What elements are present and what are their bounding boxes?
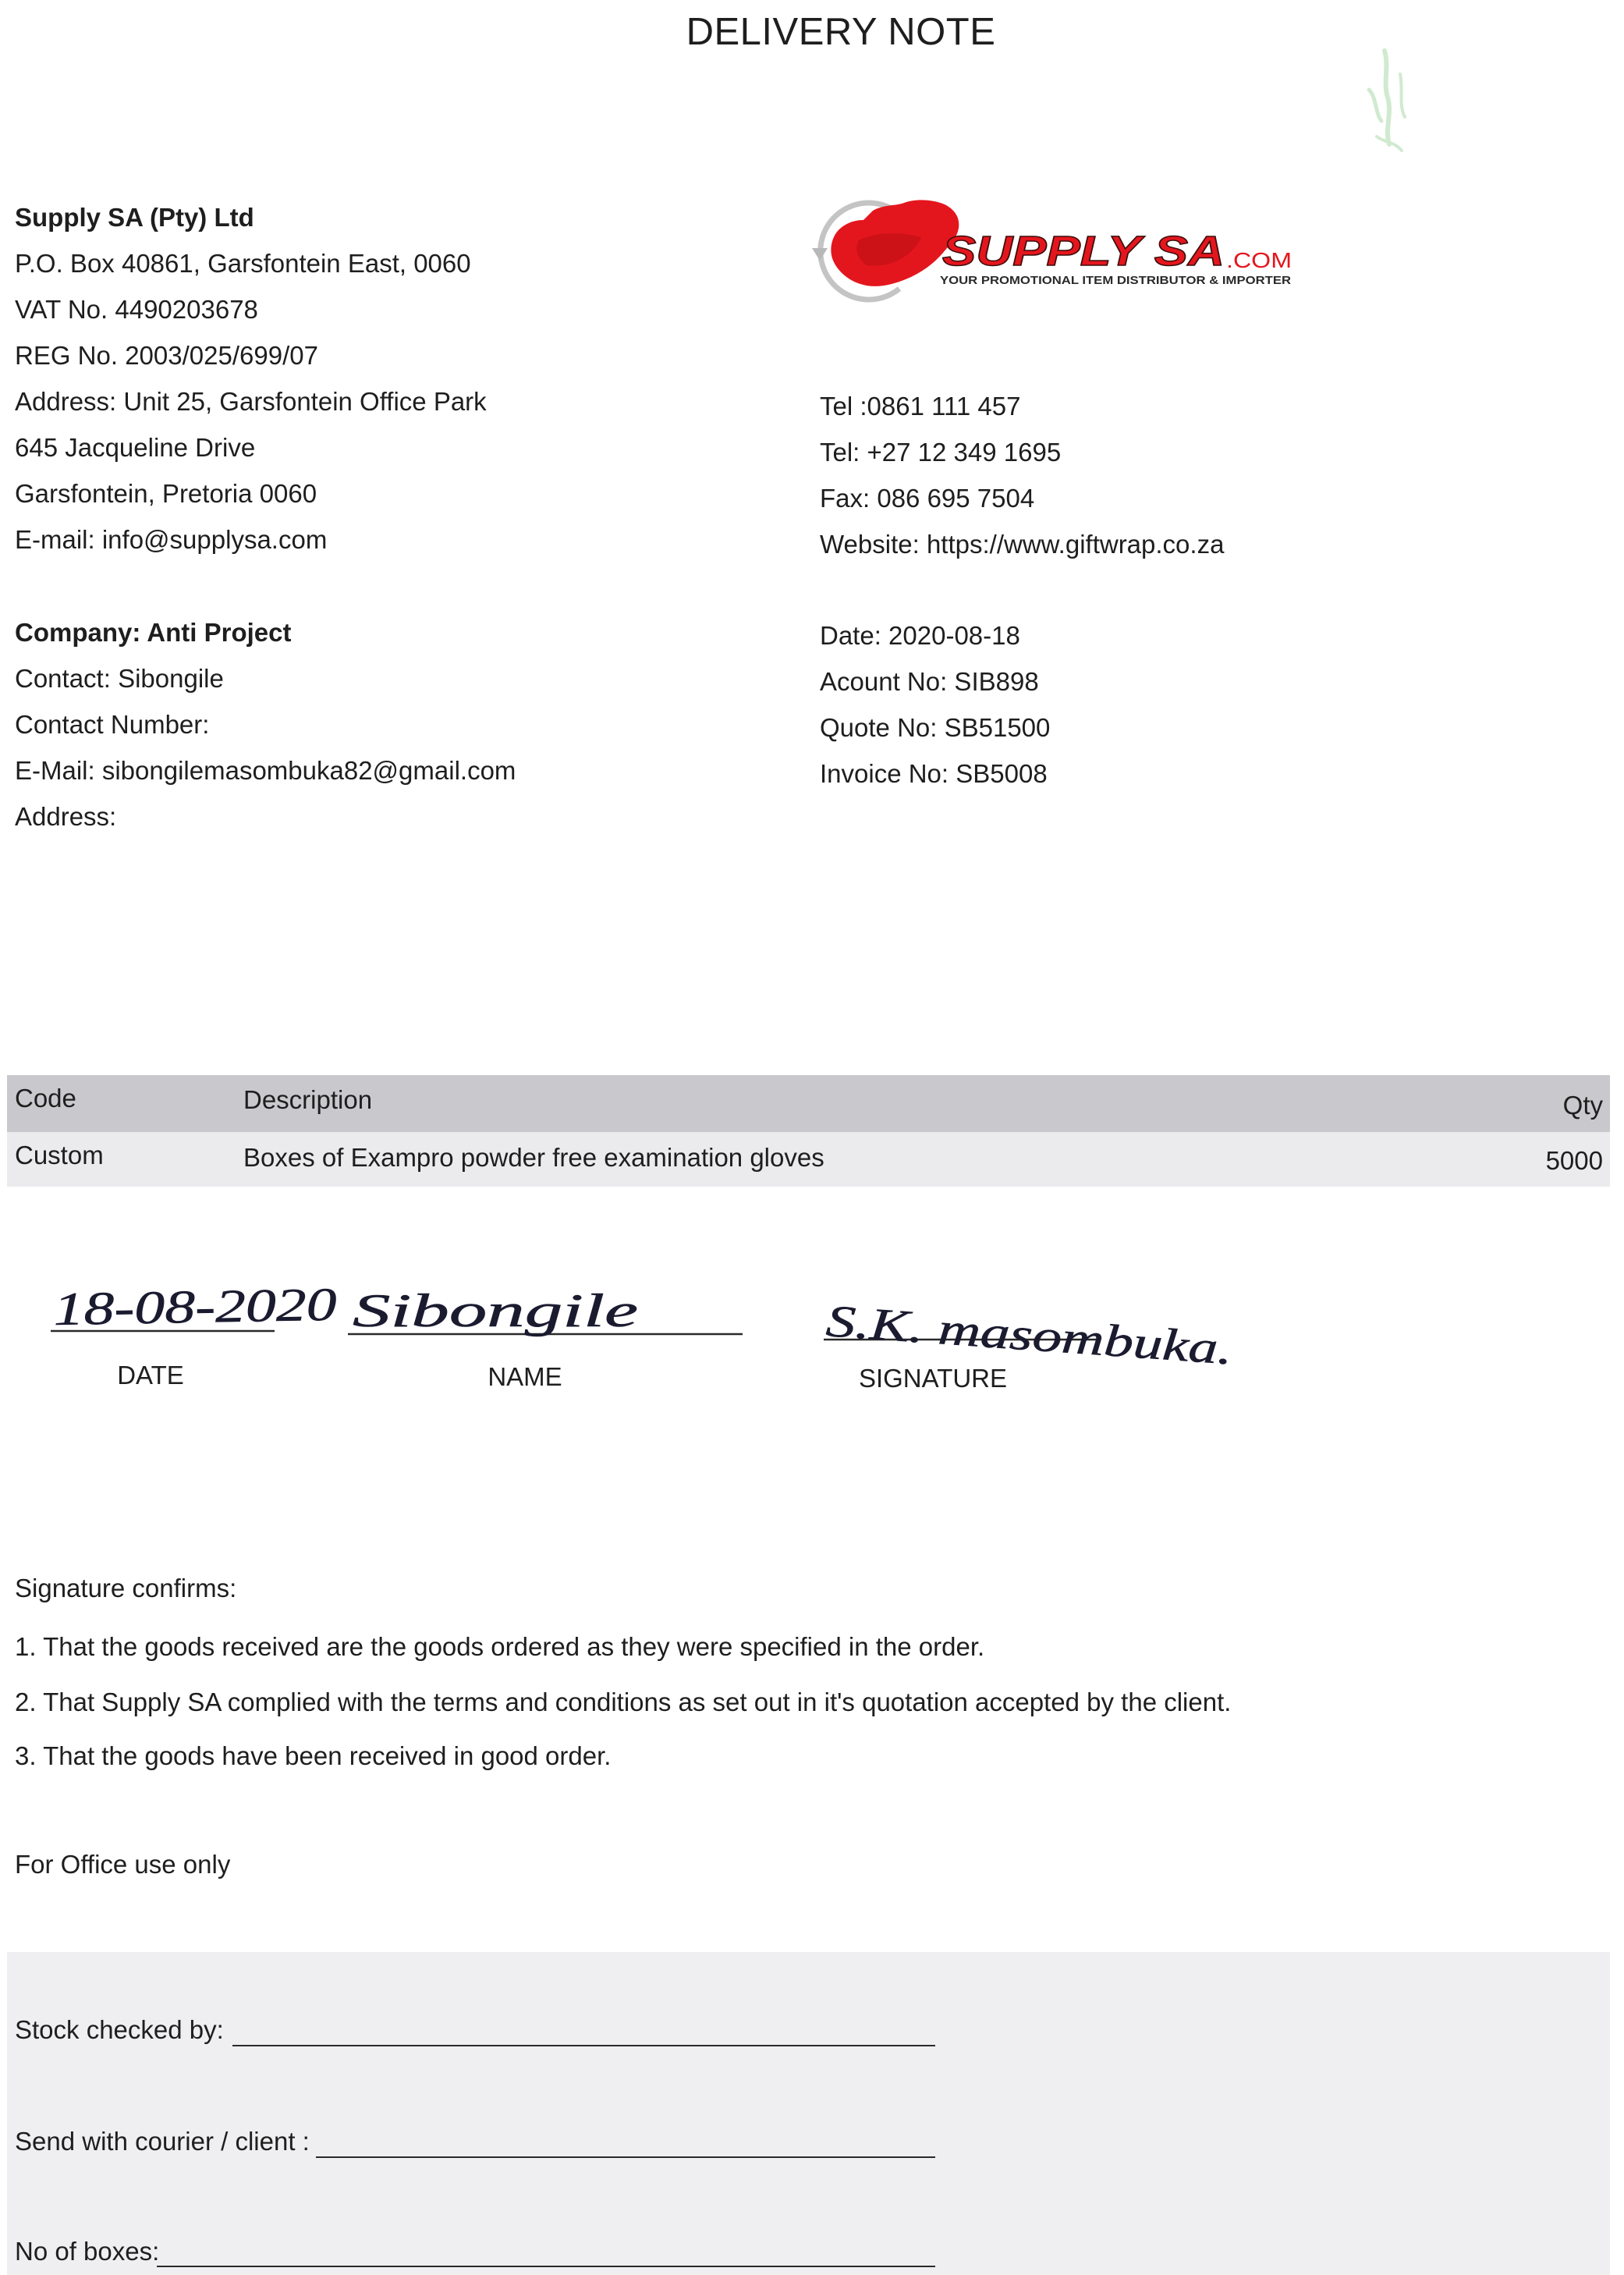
supplier-address-line2: 645 Jacqueline Drive [15, 433, 256, 462]
row-code: Custom [15, 1141, 104, 1169]
supplier-address-line1: Address: Unit 25, Garsfontein Office Park [15, 387, 487, 416]
supplier-po-box: P.O. Box 40861, Garsfontein East, 0060 [15, 249, 471, 278]
supplier-name: Supply SA (Pty) Ltd [15, 203, 254, 232]
telephone-2: Tel: +27 12 349 1695 [820, 438, 1062, 467]
header-code: Code [15, 1084, 76, 1113]
office-use-section [7, 1952, 1610, 2275]
client-contact-number: Contact Number: [15, 710, 210, 739]
signature-label: SIGNATURE [858, 1364, 1008, 1393]
confirmation-item-1: 1. That the goods received are the goods ordered as they were specified in the order. [15, 1632, 985, 1661]
row-description: Boxes of Exampro powder free examination gloves [243, 1143, 824, 1172]
handwritten-signature: S.K. masombuka. [824, 1295, 1142, 1368]
supplier-details [15, 194, 487, 563]
courier-client-line [316, 2156, 935, 2158]
document-title: DELIVERY NOTE [686, 11, 996, 53]
stock-checked-label: Stock checked by: [15, 2015, 224, 2044]
header-qty: Qty [1562, 1091, 1603, 1120]
supply-sa-logo [812, 193, 1296, 311]
website: Website: https://www.giftwrap.co.za [820, 530, 1225, 559]
stock-checked-line [232, 2045, 935, 2046]
date-label: DATE [117, 1361, 184, 1389]
client-company: Company: Anti Project [15, 618, 292, 647]
number-of-boxes-label: No of boxes: [15, 2237, 160, 2266]
invoice-number: Invoice No: SB5008 [820, 759, 1048, 788]
items-table [7, 1075, 1610, 1187]
client-address: Address: [15, 802, 117, 831]
number-of-boxes-line [157, 2266, 935, 2267]
handwritten-name: Sibongile [353, 1285, 638, 1336]
telephone-1: Tel :0861 111 457 [820, 392, 1021, 421]
handwritten-date: 18-08-2020 [53, 1279, 273, 1335]
row-qty: 5000 [1545, 1146, 1603, 1175]
confirmation-item-3: 3. That the goods have been received in good order. [15, 1741, 612, 1770]
confirmation-heading: Signature confirms: [15, 1574, 237, 1602]
document-references [820, 612, 1050, 797]
supplier-vat: VAT No. 4490203678 [15, 295, 258, 324]
supplier-email: E-mail: info@supplysa.com [15, 525, 328, 554]
account-number: Acount No: SIB898 [820, 667, 1039, 696]
table-header-row [7, 1075, 1610, 1132]
client-details [15, 609, 516, 839]
quote-number: Quote No: SB51500 [820, 713, 1051, 742]
client-contact: Contact: Sibongile [15, 664, 224, 693]
arrowhead-icon [812, 248, 828, 261]
client-email: E-Mail: sibongilemasombuka82@gmail.com [15, 756, 516, 785]
office-use-heading: For Office use only [15, 1850, 231, 1879]
supplier-reg: REG No. 2003/025/699/07 [15, 341, 318, 370]
document-date: Date: 2020-08-18 [820, 621, 1020, 650]
courier-client-label: Send with courier / client : [15, 2127, 310, 2156]
name-label: NAME [488, 1362, 562, 1391]
logo-wordmark: SUPPLY SA [942, 228, 1225, 275]
supplier-address-line3: Garsfontein, Pretoria 0060 [15, 479, 317, 508]
header-description: Description [243, 1085, 373, 1114]
table-row [7, 1132, 1610, 1187]
logo-tagline: YOUR PROMOTIONAL ITEM DISTRIBUTOR & IMPORTER [940, 274, 1292, 287]
supplier-contact [820, 383, 1224, 567]
fax: Fax: 086 695 7504 [820, 484, 1035, 513]
logo-domain-suffix: .COM [1226, 248, 1292, 272]
confirmation-item-2: 2. That Supply SA complied with the terms and conditions as set out in it's quotation accepted by the client. [15, 1688, 1232, 1716]
green-ink-smudge [1353, 43, 1424, 164]
